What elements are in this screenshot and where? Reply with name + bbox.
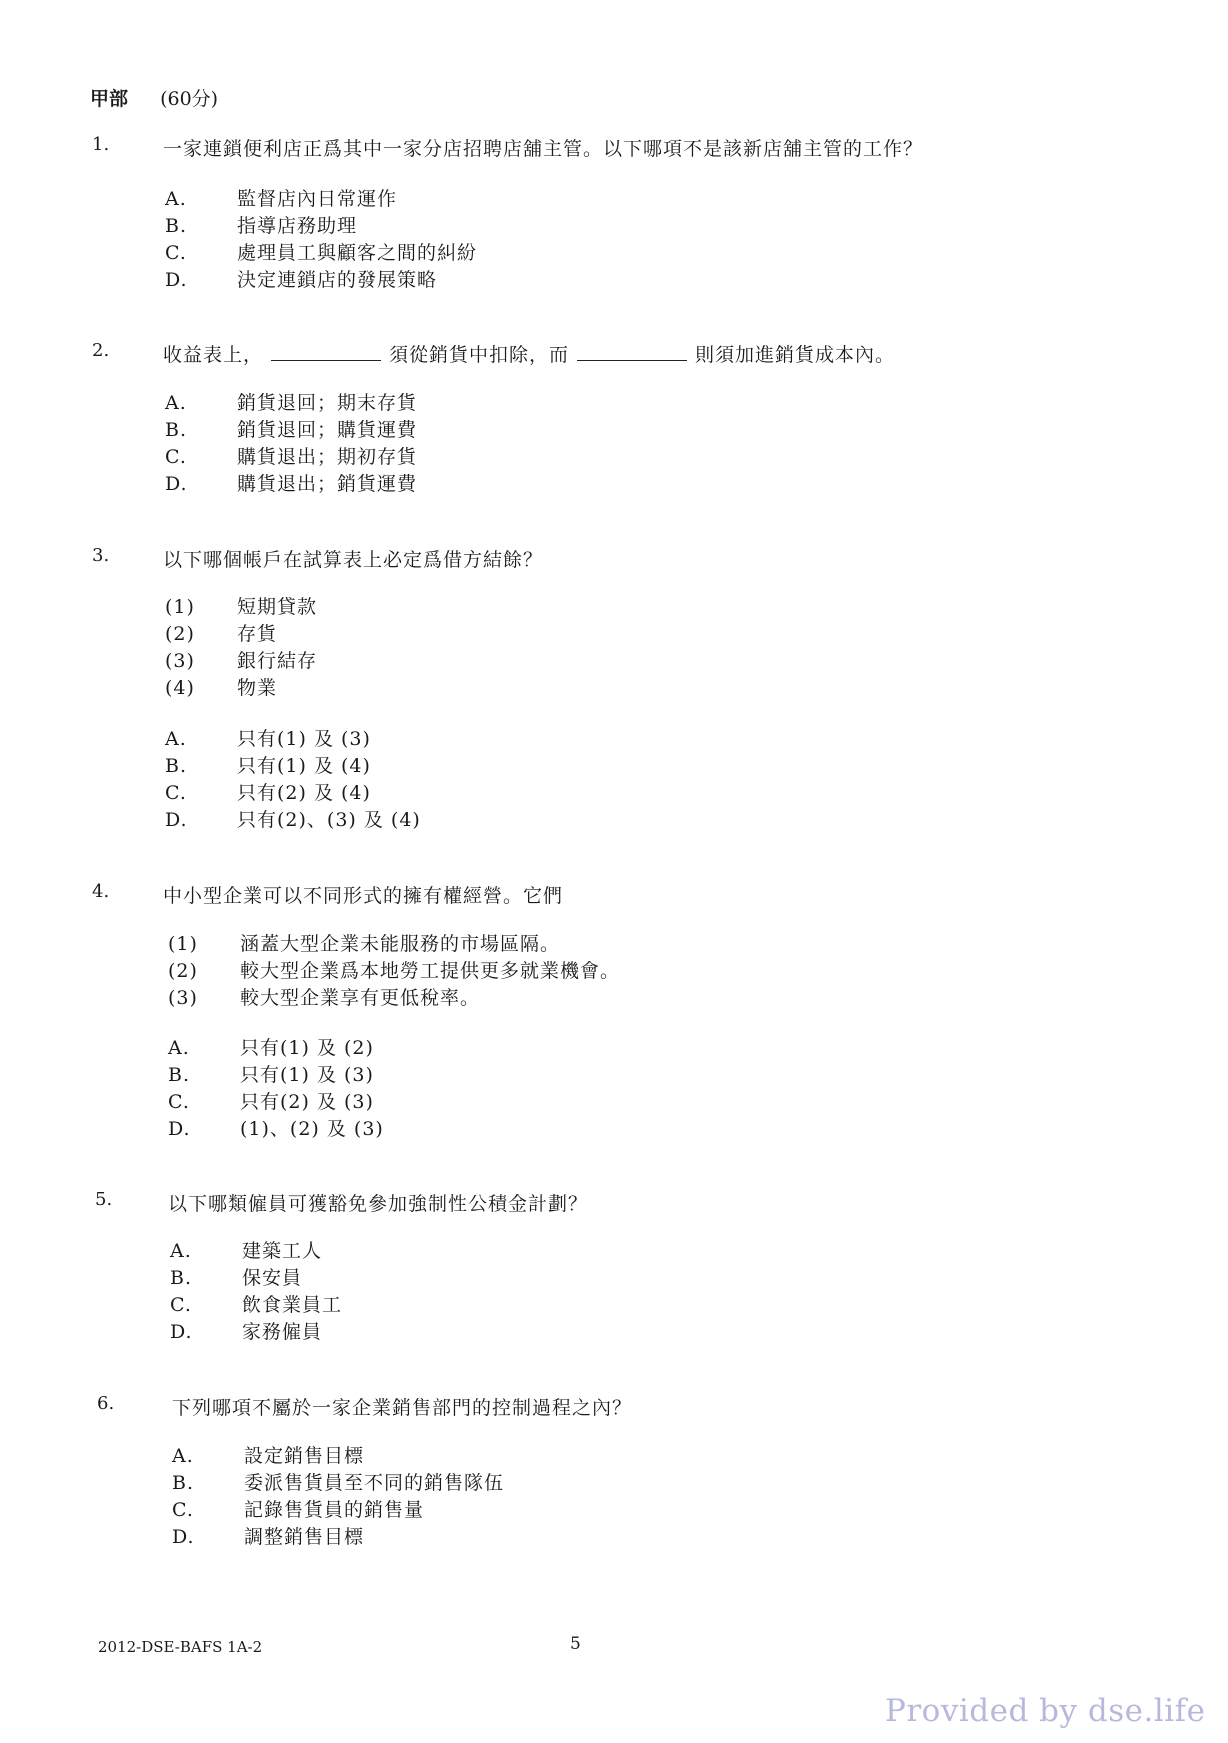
option-text: 只有(2) 及 (4) — [237, 782, 371, 804]
option-text: 購貨退出；期初存貨 — [237, 446, 418, 468]
option-3a — [165, 724, 371, 751]
page-number: 5 — [570, 1634, 581, 1654]
statement-label: (4) — [165, 677, 195, 699]
option-label: D. — [172, 1526, 195, 1548]
stem-part-3: 則須加進銷貨成本內。 — [695, 344, 896, 366]
option-label: D. — [165, 269, 188, 291]
option-6d — [172, 1522, 364, 1549]
option-6c — [172, 1495, 424, 1522]
option-label: D. — [168, 1118, 191, 1140]
option-text: 只有(1) 及 (3) — [240, 1064, 374, 1086]
statement-3-2 — [165, 619, 277, 646]
statement-4-1 — [168, 929, 560, 956]
option-label: A. — [170, 1240, 192, 1262]
option-6a — [172, 1441, 364, 1468]
answer-blank-1 — [271, 344, 381, 361]
option-4b — [168, 1060, 374, 1087]
statement-label: (1) — [168, 933, 198, 955]
option-3c — [165, 778, 371, 805]
stem-part-2: 須從銷貨中扣除，而 — [389, 344, 570, 366]
option-2b — [165, 415, 417, 442]
section-title: 甲部 — [90, 88, 129, 110]
option-text: 只有(2) 及 (3) — [240, 1091, 374, 1113]
option-text: 銷貨退回；購貨運費 — [237, 419, 418, 441]
option-text: 決定連鎖店的發展策略 — [237, 269, 438, 291]
option-1c — [165, 238, 477, 265]
statement-text: 較大型企業爲本地勞工提供更多就業機會。 — [240, 960, 621, 982]
option-1d — [165, 265, 437, 292]
statement-label: (2) — [165, 623, 195, 645]
option-2d — [165, 469, 417, 496]
option-label: A. — [168, 1037, 190, 1059]
statement-label: (1) — [165, 596, 195, 618]
question-stem — [163, 340, 895, 367]
option-4c — [168, 1087, 374, 1114]
option-label: B. — [165, 755, 188, 777]
option-label: C. — [168, 1091, 190, 1113]
option-label: B. — [165, 215, 188, 237]
statement-text: 較大型企業享有更低稅率。 — [240, 987, 481, 1009]
question-number: 4. — [92, 881, 110, 902]
question-stem: 下列哪項不屬於一家企業銷售部門的控制過程之內？ — [172, 1397, 633, 1419]
statement-3-1 — [165, 592, 317, 619]
option-text: 飲食業員工 — [242, 1294, 343, 1316]
statement-4-2 — [168, 956, 620, 983]
question-number: 6. — [97, 1393, 115, 1414]
option-5c — [170, 1290, 342, 1317]
statement-4-3 — [168, 983, 480, 1010]
option-text: 處理員工與顧客之間的糾紛 — [237, 242, 478, 264]
answer-blank-2 — [577, 344, 687, 361]
option-label: C. — [165, 242, 187, 264]
question-stem: 以下哪個帳戶在試算表上必定爲借方結餘？ — [163, 549, 544, 571]
paper-code: 2012-DSE-BAFS 1A-2 — [98, 1638, 263, 1656]
option-5d — [170, 1317, 322, 1344]
option-1a — [165, 184, 397, 211]
option-text: 只有(1) 及 (3) — [237, 728, 371, 750]
statement-label: (2) — [168, 960, 198, 982]
question-stem: 以下哪類僱員可獲豁免參加強制性公積金計劃？ — [168, 1193, 589, 1215]
option-text: 只有(1) 及 (2) — [240, 1037, 374, 1059]
option-label: B. — [170, 1267, 193, 1289]
option-text: 指導店務助理 — [237, 215, 358, 237]
option-text: 購貨退出；銷貨運費 — [237, 473, 418, 495]
option-text: 銷貨退回；期末存貨 — [237, 392, 418, 414]
statement-text: 物業 — [237, 677, 278, 699]
option-4a — [168, 1033, 374, 1060]
statement-label: (3) — [168, 987, 198, 1009]
option-1b — [165, 211, 357, 238]
option-2a — [165, 388, 417, 415]
statement-text: 短期貸款 — [237, 596, 318, 618]
option-text: 委派售貨員至不同的銷售隊伍 — [244, 1472, 505, 1494]
option-4d — [168, 1114, 384, 1141]
provided-by-watermark: Provided by dse.life — [885, 1693, 1206, 1729]
statement-text: 存貨 — [237, 623, 278, 645]
option-3b — [165, 751, 371, 778]
section-heading — [90, 84, 218, 111]
option-5b — [170, 1263, 302, 1290]
question-number: 3. — [92, 545, 110, 566]
option-2c — [165, 442, 417, 469]
statement-label: (3) — [165, 650, 195, 672]
question-stem: 一家連鎖便利店正爲其中一家分店招聘店舖主管。以下哪項不是該新店舖主管的工作？ — [163, 138, 924, 160]
option-text: (1)、(2) 及 (3) — [240, 1118, 384, 1140]
option-3d — [165, 805, 421, 832]
option-text: 記錄售貨員的銷售量 — [244, 1499, 425, 1521]
option-text: 監督店內日常運作 — [237, 188, 398, 210]
question-stem: 中小型企業可以不同形式的擁有權經營。它們 — [163, 885, 564, 907]
question-number: 2. — [92, 340, 110, 361]
option-label: C. — [170, 1294, 192, 1316]
option-label: A. — [172, 1445, 194, 1467]
option-label: A. — [165, 188, 187, 210]
option-text: 只有(2)、(3) 及 (4) — [237, 809, 421, 831]
option-text: 設定銷售目標 — [244, 1445, 365, 1467]
statement-3-4 — [165, 673, 277, 700]
option-label: D. — [165, 473, 188, 495]
option-text: 保安員 — [242, 1267, 303, 1289]
option-label: D. — [170, 1321, 193, 1343]
option-label: C. — [165, 446, 187, 468]
section-marks: (60分) — [160, 88, 219, 110]
option-label: B. — [168, 1064, 191, 1086]
statement-text: 涵蓋大型企業未能服務的市場區隔。 — [240, 933, 561, 955]
stem-part-1: 收益表上， — [163, 344, 264, 366]
option-label: B. — [165, 419, 188, 441]
option-label: C. — [172, 1499, 194, 1521]
option-text: 調整銷售目標 — [244, 1526, 365, 1548]
option-6b — [172, 1468, 504, 1495]
option-label: A. — [165, 728, 187, 750]
option-text: 建築工人 — [242, 1240, 323, 1262]
option-5a — [170, 1236, 322, 1263]
option-text: 只有(1) 及 (4) — [237, 755, 371, 777]
option-label: C. — [165, 782, 187, 804]
option-label: A. — [165, 392, 187, 414]
option-text: 家務僱員 — [242, 1321, 323, 1343]
statement-3-3 — [165, 646, 317, 673]
question-number: 5. — [95, 1189, 113, 1210]
statement-text: 銀行結存 — [237, 650, 318, 672]
option-label: B. — [172, 1472, 195, 1494]
option-label: D. — [165, 809, 188, 831]
question-number: 1. — [92, 134, 110, 155]
